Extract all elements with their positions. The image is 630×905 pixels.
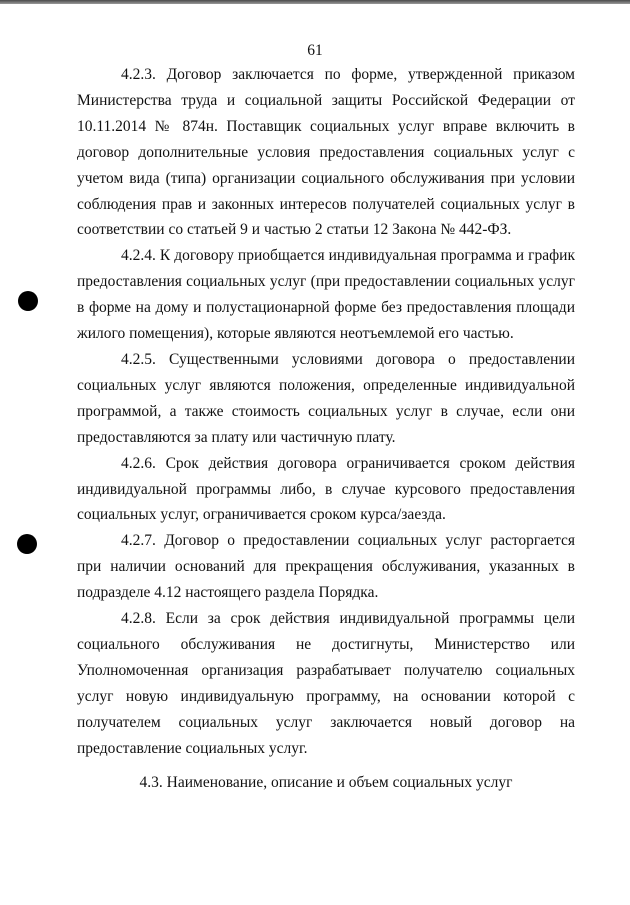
paragraph-4-2-4: 4.2.4. К договору приобщается индивидуальная программа и график предоставления социальных услуг (при предоставлении социальных услуг в форме на дому и полустационарной форме без предоставления площади жилого помещения), которые являются неотъемлемой его частью. — [77, 247, 575, 343]
paragraph-4-2-6: 4.2.6. Срок действия договора ограничивается сроком действия индивидуальной программы либо, в случае курсового предоставления социальных услуг, ограничивается сроком курса/заезда. — [77, 454, 575, 524]
paragraph-4-2-3: 4.2.3. Договор заключается по форме, утвержденной приказом Министерства труда и социальной защиты Российской Федерации от 10.11.2014 № 874н. Поставщик социальных услуг вправе включить в договор дополнительные условия предоставления социальных услуг с учетом вида (типа) организации социального обслуживания при условии соблюдения прав и законных интересов получателей социальных услуг в соответствии со статьей 9 и частью 2 статьи 12 Закона № 442-ФЗ. — [77, 66, 575, 239]
binder-hole — [18, 291, 38, 311]
document-body — [77, 62, 575, 761]
section-heading: 4.3. Наименование, описание и объем социальных услуг — [139, 774, 513, 791]
page-number: 61 — [307, 42, 323, 59]
scan-top-edge — [0, 0, 630, 4]
paragraph-4-2-8: 4.2.8. Если за срок действия индивидуальной программы цели социального обслуживания не достигнуты, Министерство или Уполномоченная организация разрабатывает получателю социальных услуг новую индивидуальную программу, на основании которой с получателем социальных услуг заключается новый договор на предоставление социальных услуг. — [77, 610, 575, 757]
paragraph-4-2-7: 4.2.7. Договор о предоставлении социальных услуг расторгается при наличии оснований для прекращения обслуживания, указанных в подразделе 4.12 настоящего раздела Порядка. — [77, 532, 575, 602]
binder-hole — [17, 534, 37, 554]
paragraph-4-2-5: 4.2.5. Существенными условиями договора о предоставлении социальных услуг являются положения, определенные индивидуальной программой, а также стоимость социальных услуг в случае, если они предоставляются за плату или частичную плату. — [77, 350, 575, 446]
